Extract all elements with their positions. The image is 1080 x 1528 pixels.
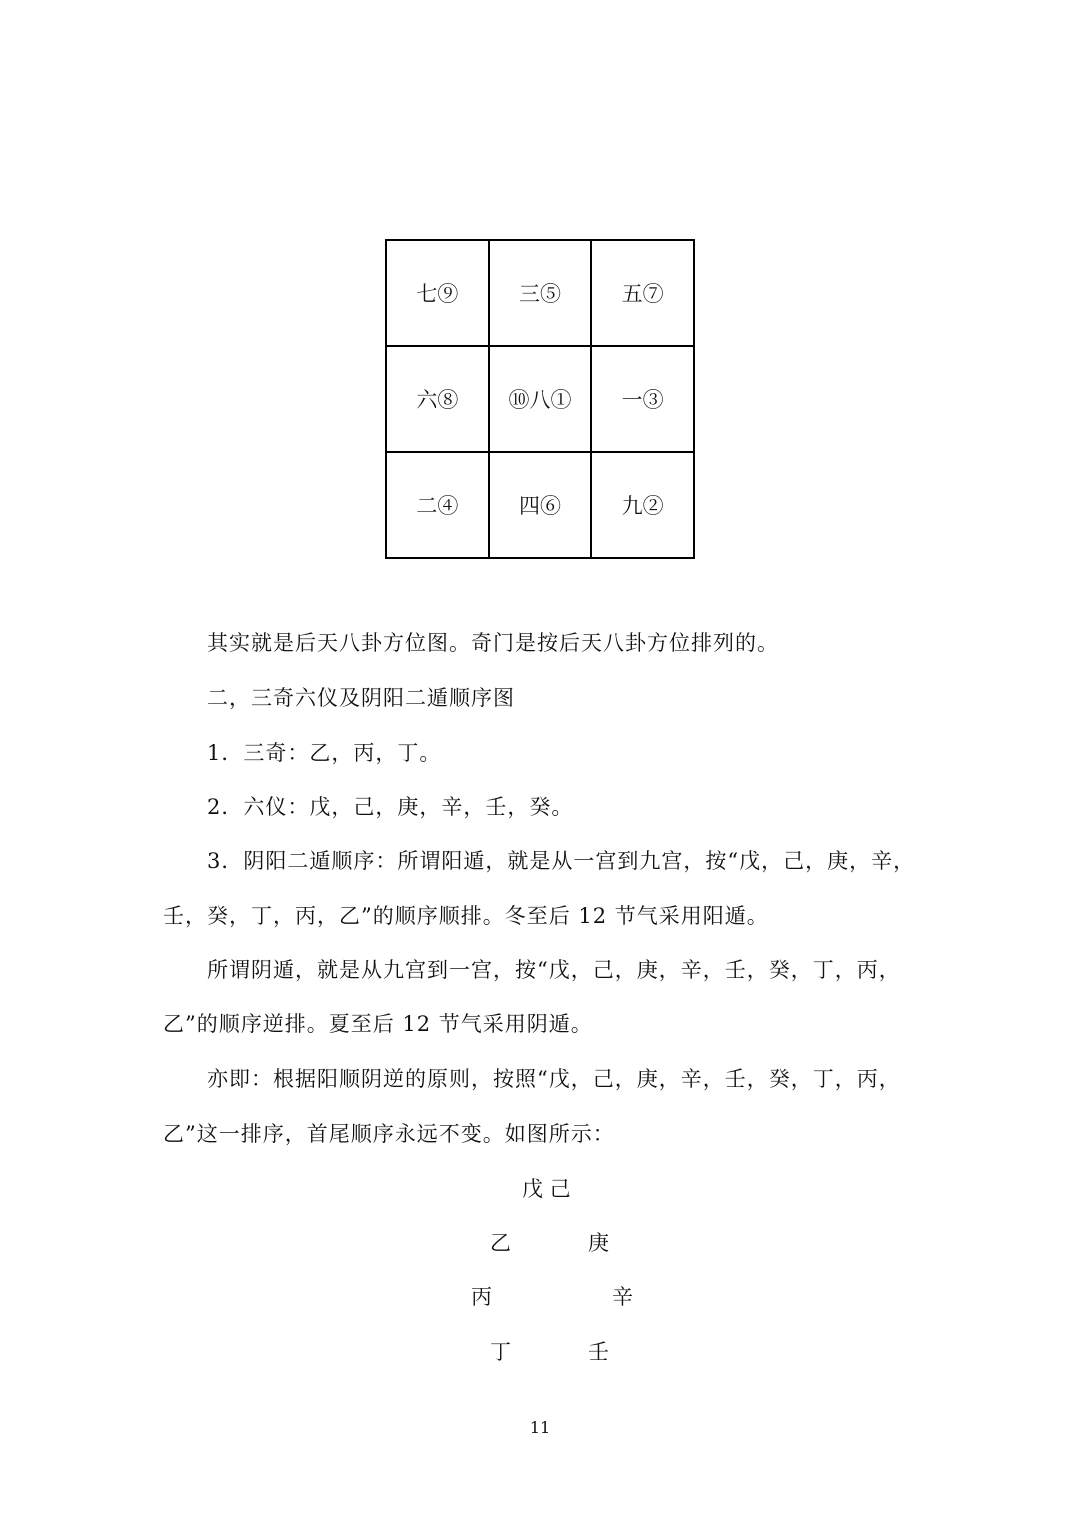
page-number: 11	[529, 1418, 551, 1437]
grid-row	[386, 452, 694, 558]
list-item-dun-order-line1: 3．阴阳二遁顺序：所谓阳遁，就是从一宫到九宫，按“戊，己，庚，辛，	[207, 849, 916, 873]
palace-cell-bottom-right: 九②	[591, 452, 694, 558]
ring-geng: 庚	[588, 1231, 609, 1255]
palace-cell-top-left: 七⑨	[386, 240, 489, 346]
paragraph-principle-line2: 乙”这一排序，首尾顺序永远不变。如图所示：	[163, 1122, 615, 1146]
paragraph-yindun-line2: 乙”的顺序逆排。夏至后 12 节气采用阴遁。	[163, 1012, 593, 1036]
palace-cell-middle-right: 一③	[591, 346, 694, 452]
list-item-sanqi: 1．三奇：乙，丙，丁。	[207, 741, 442, 765]
palace-cell-bottom-left: 二④	[386, 452, 489, 558]
list-item-dun-order-line2: 壬，癸，丁，丙，乙”的顺序顺排。冬至后 12 节气采用阳遁。	[163, 904, 769, 928]
palace-cell-top-center: 三⑤	[489, 240, 592, 346]
palace-cell-center: ⑩八①	[489, 346, 592, 452]
luoshu-palace-grid	[385, 239, 695, 559]
palace-cell-bottom-center: 四⑥	[489, 452, 592, 558]
ring-bing: 丙	[471, 1285, 492, 1309]
palace-cell-top-right: 五⑦	[591, 240, 694, 346]
list-item-liuyi: 2．六仪：戊，己，庚，辛，壬，癸。	[207, 795, 574, 819]
ring-yi: 乙	[490, 1231, 511, 1255]
paragraph-principle-line1: 亦即：根据阳顺阴逆的原则，按照“戊，己，庚，辛，壬，癸，丁，丙，	[207, 1067, 901, 1091]
section-heading: 二，三奇六仪及阴阳二遁顺序图	[207, 686, 515, 710]
ring-ding: 丁	[490, 1340, 511, 1364]
ring-ren: 壬	[588, 1340, 609, 1364]
palace-cell-middle-left: 六⑧	[386, 346, 489, 452]
grid-row	[386, 240, 694, 346]
paragraph-bagua-note: 其实就是后天八卦方位图。奇门是按后天八卦方位排列的。	[207, 631, 779, 655]
ring-top: 戊 己	[522, 1177, 571, 1201]
paragraph-yindun-line1: 所谓阴遁，就是从九宫到一宫，按“戊，己，庚，辛，壬，癸，丁，丙，	[207, 958, 901, 982]
grid-row	[386, 346, 694, 452]
ring-xin: 辛	[612, 1285, 633, 1309]
